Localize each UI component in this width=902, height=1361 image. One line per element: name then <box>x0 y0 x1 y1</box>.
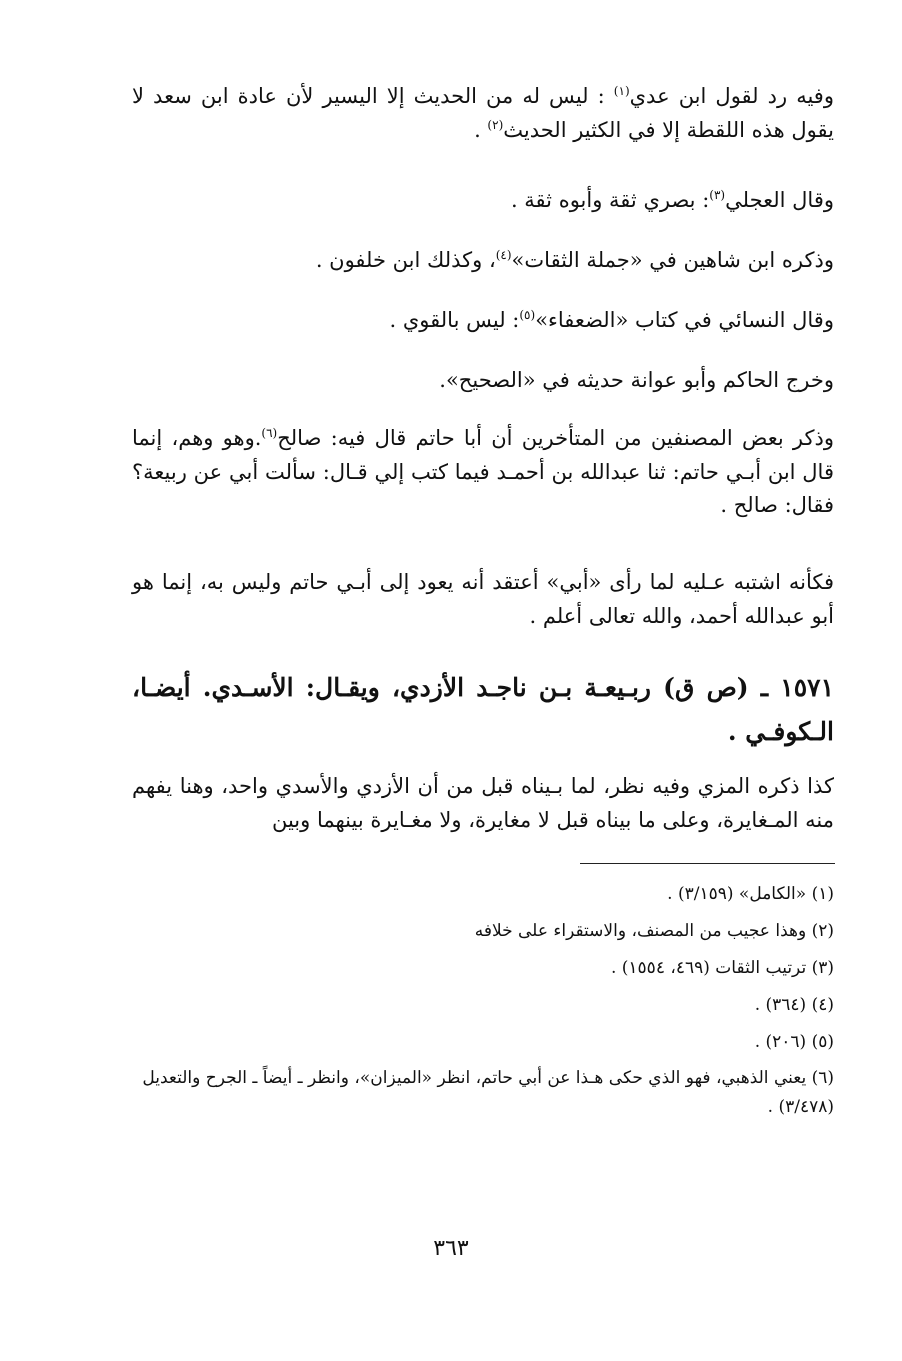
footnote-ref: (٣) <box>709 188 726 202</box>
paragraph-text: وذكره ابن شاهين في «جملة الثقات» <box>511 248 834 272</box>
paragraph-text: : بصري ثقة وأبوه ثقة . <box>510 188 710 212</box>
paragraph-hakim <box>132 364 834 398</box>
paragraph-text: . <box>474 117 488 142</box>
entry-heading: ١٥٧١ ـ (ص ق) ربـيعـة بـن ناجـد الأزدي، ويقـال: الأسـدي. أيضـا، الـكوفـي . <box>132 673 834 746</box>
footnote-divider <box>580 863 835 864</box>
paragraph-text: وقال العجلي <box>725 188 834 212</box>
paragraph-ibn-shahin <box>132 244 834 278</box>
paragraph-text: .وهو وهم، إنما قال ابن أبـي حاتم: ثنا عبدالله بن أحمـد فيما كتب إلي قـال: سألت أبي عن ربيعة؟ فقال: صالح . <box>132 426 834 518</box>
footnote-2: (٢) وهذا عجيب من المصنف، والاستقراء على خلافه <box>474 920 834 941</box>
footnote-ref: (٤) <box>495 248 512 262</box>
paragraph-text: وفيه رد لقول ابن عدي <box>629 84 834 108</box>
page-number: ٣٦٣ <box>433 1236 469 1261</box>
paragraph-text: فكأنه اشتبه عـليه لما رأى «أبي» أعتقد أنه يعود إلى أبـي حاتم وليس به، إنما هو أبو عبدالله أحمد، والله تعالى أعلم . <box>132 570 834 628</box>
paragraph-abu-hatim <box>132 422 834 523</box>
footnote-ref: (٦) <box>261 426 278 440</box>
footnote-ref: (٥) <box>519 308 536 322</box>
paragraph-text: وذكر بعض المصنفين من المتأخرين أن أبا حاتم قال فيه: صالح <box>277 426 835 450</box>
footnote-4: (٤) (٣٦٤) . <box>754 994 834 1015</box>
paragraph-text: وقال النسائي في كتاب «الضعفاء» <box>535 308 834 332</box>
footnote-ref: (١) <box>613 84 630 98</box>
paragraph-text: ، وكذلك ابن خلفون . <box>315 248 496 272</box>
paragraph-text: وخرج الحاكم وأبو عوانة حديثه في «الصحيح». <box>439 368 834 392</box>
footnote-ref: (٢) <box>487 117 504 132</box>
paragraph-nasai <box>132 304 834 338</box>
paragraph-text: : ليس بالقوي . <box>389 308 520 332</box>
footnote-5: (٥) (٢٠٦) . <box>754 1031 834 1052</box>
paragraph-ijli <box>132 184 834 218</box>
footnotes <box>132 880 834 1130</box>
entry-paragraph: كذا ذكره المزي وفيه نظر، لما بـيناه قبل من أن الأزدي والأسدي واحد، وهنا يفهم منه المـغايرة، وعلى ما بيناه قبل لا مغايرة، ولا مغـايرة بينهما وبين <box>132 774 834 832</box>
footnote-6: (٦) يعني الذهبي، فهو الذي حكى هـذا عن أبي حاتم، انظر «الميزان»، وانظر ـ أيضاً ـ الجرح والتعديل (٣/٤٧٨) . <box>142 1068 834 1118</box>
paragraph-confusion <box>132 566 834 633</box>
paragraph-ibn-adi <box>132 80 834 147</box>
paragraph-text: : ليس له من الحديث إلا اليسير لأن عادة ابن سعد لا يقول هذه اللقطة إلا في الكثير الحديث <box>132 84 834 142</box>
footnote-3: (٣) ترتيب الثقات (٤٦٩، ١٥٥٤) . <box>610 957 834 978</box>
footnote-1: (١) «الكامل» (٣/١٥٩) . <box>667 884 834 904</box>
